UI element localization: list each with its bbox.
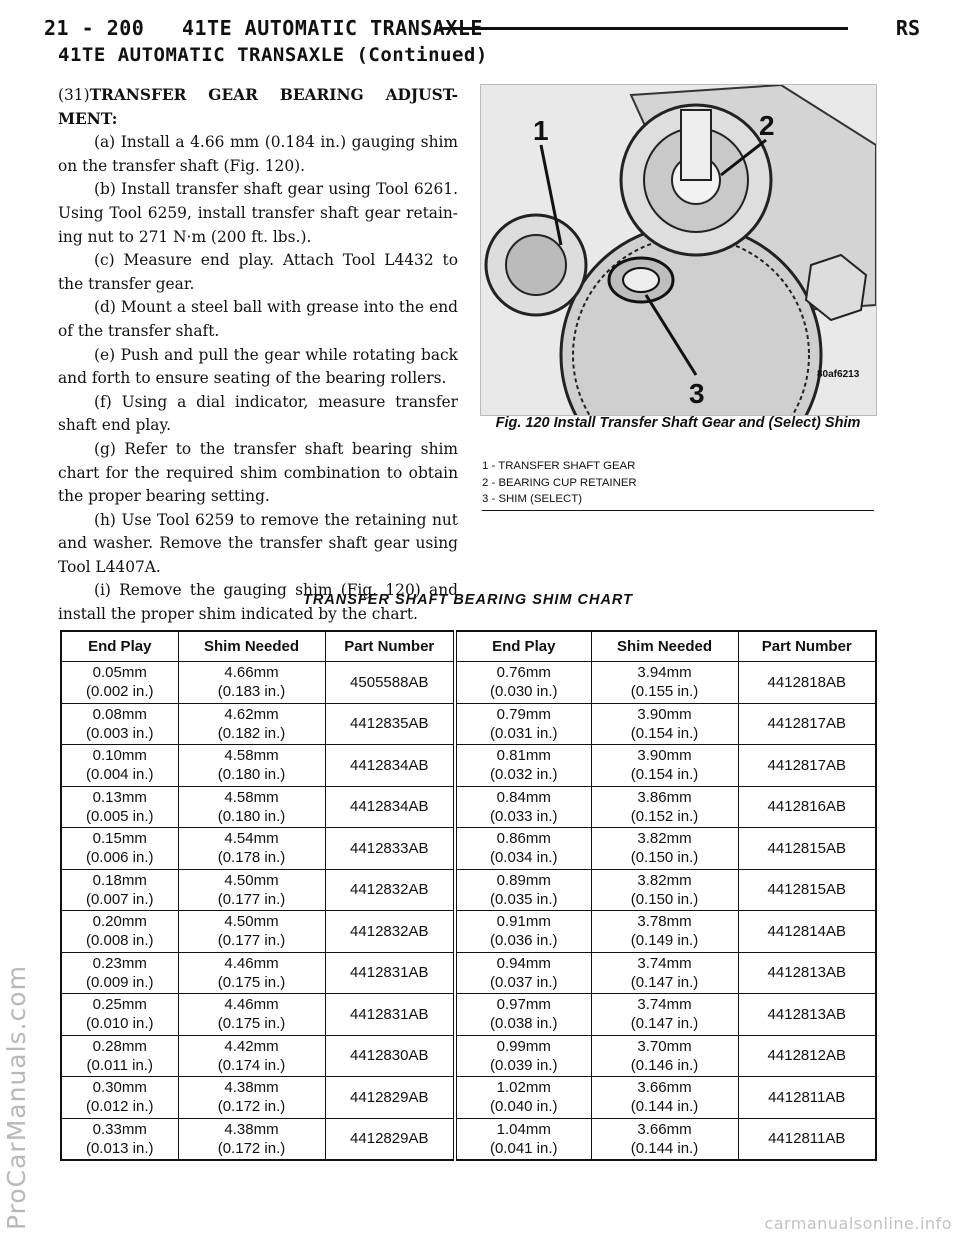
cell-line: (0.175 in.) [217,973,286,991]
cell-line: (0.150 in.) [630,890,699,908]
cell-line: 0.05mm [92,664,147,682]
cell-line: 3.94mm [637,664,692,682]
column-header: Part Number [325,631,455,662]
cell-line: 0.84mm [496,788,551,806]
cell-line: 4.50mm [224,913,279,931]
table-row [61,828,876,870]
cell-line: (0.011 in.) [86,1056,153,1074]
cell-line: 0.13mm [92,788,147,806]
cell-line: 0.23mm [92,954,147,972]
shim-chart-title: TRANSFER SHAFT BEARING SHIM CHART [303,592,633,608]
cell-line: (0.144 in.) [630,1098,699,1116]
cell-line: 0.20mm [92,913,147,931]
cell-line: 1.04mm [496,1120,551,1138]
table-cell: 4412832AB [325,911,455,953]
table-cell: 4412818AB [738,662,876,704]
cell-line: 0.81mm [496,747,551,765]
table-cell: 4412817AB [738,745,876,787]
substep: (f) Using a dial indicator, measure transfer shaft end play. [58,392,458,435]
table-cell: 4412813AB [738,952,876,994]
cell-line: 3.74mm [637,954,692,972]
table-cell: 4412833AB [325,828,455,870]
table-cell [61,703,178,745]
table-cell [61,745,178,787]
table-cell [455,1077,591,1119]
table-cell [178,911,325,953]
cell-line: 0.30mm [92,1079,147,1097]
table-cell [178,994,325,1036]
table-cell [178,869,325,911]
cell-line: (0.155 in.) [630,683,699,701]
table-row [61,703,876,745]
cell-line: 0.10mm [92,747,147,765]
column-header: Part Number [738,631,876,662]
cell-line: 3.90mm [637,705,692,723]
table-cell: 4412813AB [738,994,876,1036]
cell-line: 3.90mm [637,747,692,765]
cell-line: 0.91mm [496,913,551,931]
cell-line: 0.89mm [496,871,551,889]
cell-line: (0.002 in.) [85,683,154,701]
cell-line: 0.97mm [496,996,551,1014]
cell-line: 0.79mm [496,705,551,723]
cell-line: (0.144 in.) [630,1139,699,1157]
table-cell [455,662,591,704]
cell-line: (0.177 in.) [217,932,286,950]
cell-line: (0.039 in.) [489,1056,558,1074]
legend-item: 2 - BEARING CUP RETAINER [482,476,637,489]
table-body [61,662,876,1161]
table-cell [591,994,738,1036]
cell-line: (0.010 in.) [85,1015,154,1033]
substep: (i) Remove the gauging shim (Fig. 120) and install the proper shim indicated by the chart. [58,581,458,624]
table-cell [178,703,325,745]
cell-line: (0.146 in.) [630,1056,699,1074]
table-cell [178,745,325,787]
cell-line: 4.58mm [224,788,279,806]
table-cell: 4412814AB [738,911,876,953]
table-cell [455,703,591,745]
cell-line: 3.78mm [637,913,692,931]
cell-line: (0.031 in.) [489,724,558,742]
cell-line: 3.70mm [637,1037,692,1055]
section-subheading: 41TE AUTOMATIC TRANSAXLE (Continued) [58,44,488,66]
table-cell: 4412815AB [738,869,876,911]
cell-line: (0.041 in.) [489,1139,558,1157]
cell-line: (0.007 in.) [85,890,154,908]
table-cell [591,1035,738,1077]
table-cell: 4412816AB [738,786,876,828]
cell-line: (0.172 in.) [217,1139,286,1157]
cell-line: 3.82mm [637,871,692,889]
cell-line: (0.006 in.) [85,849,154,867]
figure-code: 80af6213 [817,369,860,380]
legend-item: 3 - SHIM (SELECT) [482,493,582,505]
column-header: Shim Needed [178,631,325,662]
column-header: End Play [61,631,178,662]
substep: (g) Refer to the transfer shaft bearing shim chart for the required shim combination to obtain the proper bearing setting. [58,439,458,506]
cell-line: 0.18mm [92,871,147,889]
callout-3: 3 [689,378,705,409]
table-row [61,1118,876,1160]
table-cell [591,703,738,745]
cell-line: (0.030 in.) [489,683,558,701]
table-cell [178,952,325,994]
table-row [61,1035,876,1077]
table-cell [61,662,178,704]
procedure-text [58,84,458,627]
table-cell [61,911,178,953]
table-cell [455,828,591,870]
cell-line: (0.175 in.) [217,1015,286,1033]
table-cell: 4505588AB [325,662,455,704]
cell-line: 4.42mm [224,1037,279,1055]
callout-1: 1 [533,115,549,146]
table-cell [591,745,738,787]
table-header-row [61,631,876,662]
table-cell [455,1118,591,1160]
table-cell [178,1118,325,1160]
table-cell [61,828,178,870]
table-cell [61,1077,178,1119]
table-cell [61,786,178,828]
cell-line: 4.38mm [224,1079,279,1097]
table-cell: 4412831AB [325,952,455,994]
cell-line: 3.86mm [637,788,692,806]
cell-line: (0.150 in.) [630,849,699,867]
cell-line: (0.004 in.) [85,766,154,784]
table-cell: 4412831AB [325,994,455,1036]
header-rule [439,27,848,30]
cell-line: 4.50mm [224,871,279,889]
table-cell [61,952,178,994]
figure-120-illustration [480,84,877,416]
cell-line: (0.033 in.) [489,807,558,825]
substep: (b) Install transfer shaft gear using Tool 6261. Using Tool 6259, install transfer shaft gear retain-ing nut to 271 N·m (200 ft. lbs.). [58,180,458,246]
cell-line: 0.28mm [92,1037,147,1055]
cell-line: 3.66mm [637,1120,692,1138]
figure-legend [482,458,874,508]
table-cell [61,1118,178,1160]
model-code: RS [895,16,920,40]
cell-line: (0.037 in.) [489,973,558,991]
table-cell [591,786,738,828]
table-cell: 4412830AB [325,1035,455,1077]
cell-line: (0.182 in.) [217,724,286,742]
cell-line: 4.46mm [224,954,279,972]
cell-line: 4.58mm [224,747,279,765]
figure-caption: Fig. 120 Install Transfer Shaft Gear and (Select) Shim [495,415,861,431]
cell-line: (0.152 in.) [630,807,699,825]
substep: (e) Push and pull the gear while rotating back and forth to ensure seating of the bearing rollers. [58,345,458,388]
table-cell [455,911,591,953]
transfer-gear-drawing [481,85,876,415]
table-cell [61,1035,178,1077]
table-cell [455,994,591,1036]
cell-line: 3.82mm [637,830,692,848]
table-cell: 4412811AB [738,1118,876,1160]
table-row [61,662,876,704]
cell-line: (0.183 in.) [217,683,286,701]
table-row [61,1077,876,1119]
substep: (a) Install a 4.66 mm (0.184 in.) gauging shim on the transfer shaft (Fig. 120). [58,133,458,175]
column-header: End Play [455,631,591,662]
cell-line: (0.035 in.) [489,890,558,908]
table-cell [455,745,591,787]
cell-line: (0.147 in.) [630,973,699,991]
table-cell [178,828,325,870]
page-header [44,14,920,48]
cell-line: 4.54mm [224,830,279,848]
cell-line: (0.177 in.) [217,890,286,908]
cell-line: (0.178 in.) [217,849,286,867]
substep: (c) Measure end play. Attach Tool L4432 to the transfer gear. [58,251,458,293]
cell-line: 0.15mm [92,830,147,848]
cell-line: 0.25mm [92,996,147,1014]
table-cell [591,1118,738,1160]
table-row [61,745,876,787]
table-row [61,869,876,911]
cell-line: 4.38mm [224,1120,279,1138]
cell-line: 0.86mm [496,830,551,848]
table-cell: 4412817AB [738,703,876,745]
cell-line: 0.33mm [92,1120,147,1138]
step-heading: (31)TRANSFER GEAR BEARING ADJUST-MENT: [58,86,458,128]
page-number-and-title: 21 - 200 41TE AUTOMATIC TRANSAXLE [44,16,483,40]
cell-line: (0.034 in.) [489,849,558,867]
cell-line: (0.147 in.) [630,1015,699,1033]
cell-line: 1.02mm [496,1079,551,1097]
table-cell [61,869,178,911]
cell-line: 3.74mm [637,996,692,1014]
side-watermark: ProCarManuals.com [2,965,31,1230]
shim-chart-table [60,630,877,1161]
table-cell: 4412829AB [325,1077,455,1119]
cell-line: (0.154 in.) [630,724,699,742]
cell-line: 4.66mm [224,664,279,682]
cell-line: 0.08mm [92,705,147,723]
table-cell [455,869,591,911]
cell-line: (0.040 in.) [489,1098,558,1116]
table-cell [178,662,325,704]
table-cell: 4412812AB [738,1035,876,1077]
bottom-watermark: carmanualsonline.info [764,1214,952,1233]
table-cell: 4412834AB [325,745,455,787]
table-cell [178,786,325,828]
cell-line: (0.032 in.) [489,766,558,784]
cell-line: (0.174 in.) [217,1056,286,1074]
table-cell [455,786,591,828]
table-cell [591,1077,738,1119]
cell-line: (0.012 in.) [85,1098,154,1116]
cell-line: 4.46mm [224,996,279,1014]
table-cell [591,869,738,911]
table-cell [591,911,738,953]
table-cell: 4412832AB [325,869,455,911]
cell-line: (0.013 in.) [85,1139,154,1157]
table-cell [455,952,591,994]
cell-line: (0.009 in.) [85,973,154,991]
table-cell: 4412815AB [738,828,876,870]
table-row [61,911,876,953]
table-row [61,786,876,828]
table-cell [61,994,178,1036]
table-cell [455,1035,591,1077]
table-row [61,994,876,1036]
table-cell: 4412834AB [325,786,455,828]
cell-line: (0.038 in.) [489,1015,558,1033]
substep: (h) Use Tool 6259 to remove the retaining nut and washer. Remove the transfer shaft gear using Tool L4407A. [58,510,458,576]
cell-line: (0.036 in.) [489,932,558,950]
table-cell [591,952,738,994]
callout-2: 2 [759,110,775,141]
table-cell: 4412835AB [325,703,455,745]
cell-line: (0.180 in.) [217,807,286,825]
table-cell: 4412829AB [325,1118,455,1160]
cell-line: (0.154 in.) [630,766,699,784]
substep: (d) Mount a steel ball with grease into the end of the transfer shaft. [58,298,458,340]
table-cell [178,1035,325,1077]
cell-line: (0.005 in.) [85,807,154,825]
cell-line: (0.180 in.) [217,766,286,784]
column-header: Shim Needed [591,631,738,662]
cell-line: (0.149 in.) [630,932,699,950]
table-cell [178,1077,325,1119]
legend-item: 1 - TRANSFER SHAFT GEAR [482,460,636,472]
table-row [61,952,876,994]
cell-line: 0.94mm [496,954,551,972]
cell-line: 3.66mm [637,1079,692,1097]
table-cell [591,828,738,870]
cell-line: 4.62mm [224,705,279,723]
cell-line: (0.172 in.) [217,1098,286,1116]
table-cell: 4412811AB [738,1077,876,1119]
cell-line: (0.008 in.) [85,932,154,950]
table-cell [591,662,738,704]
cell-line: (0.003 in.) [85,724,154,742]
cell-line: 0.99mm [496,1037,551,1055]
cell-line: 0.76mm [496,664,551,682]
figure-rule [482,510,874,511]
